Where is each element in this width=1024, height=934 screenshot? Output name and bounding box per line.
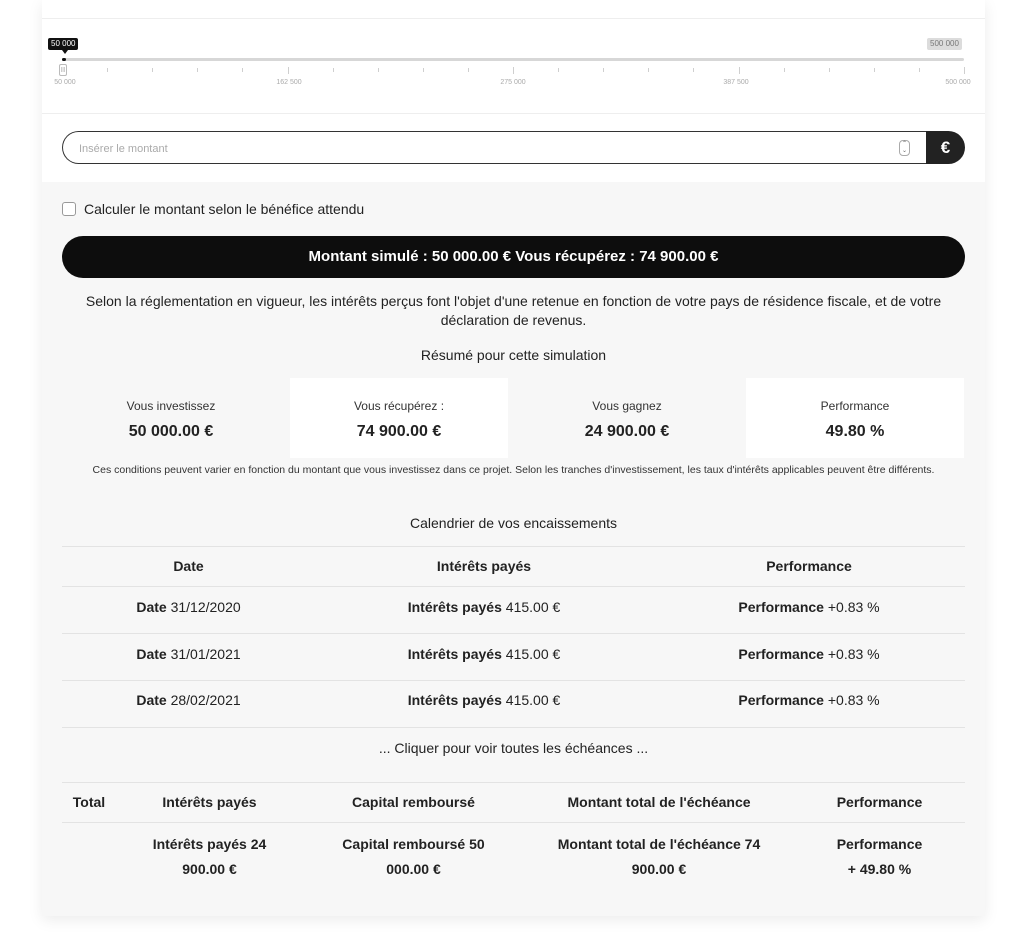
slider-tick	[197, 68, 198, 72]
slider-tick	[603, 68, 604, 72]
kpi-value: 50 000.00 €	[128, 423, 214, 440]
divider	[42, 113, 985, 114]
slider-max-tooltip: 500 000	[927, 38, 962, 50]
slider-tick	[288, 67, 289, 74]
amount-input[interactable]	[77, 132, 881, 165]
kpi-label: Vous gagnez	[592, 399, 662, 413]
row-date: Date 31/12/2020	[136, 599, 241, 615]
slider-tick	[378, 68, 379, 72]
kpi-gain	[518, 378, 736, 458]
col-header-date: Date	[173, 558, 204, 574]
slider-fill	[62, 58, 66, 61]
kpi-performance	[746, 378, 964, 458]
tick-label-max: 500 000	[945, 79, 971, 86]
table-divider	[62, 546, 965, 547]
currency-button[interactable]: €	[926, 131, 965, 164]
totals-amount: Montant total de l'échéance 74 900.00 €	[557, 836, 761, 877]
tick-label-3: 275 000	[500, 79, 526, 86]
calendar-title: Calendrier de vos encaissements	[410, 515, 617, 531]
slider-tick	[152, 68, 153, 72]
regulation-text: Selon la réglementation en vigueur, les intérêts perçus font l'objet d'une retenue en fonction de votre pays de résidence fiscale, et de votre déclaration de revenus.	[85, 293, 942, 328]
slider-tick	[333, 68, 334, 72]
kpi-value: 24 900.00 €	[584, 423, 670, 440]
row-interest: Intérêts payés 415.00 €	[407, 599, 561, 615]
totals-interest: Intérêts payés 24 900.00 €	[152, 836, 267, 877]
slider-tick	[242, 68, 243, 72]
amount-slider[interactable]	[62, 58, 964, 61]
totals-header-capital: Capital remboursé	[352, 794, 475, 810]
kpi-label: Performance	[820, 399, 890, 413]
row-interest: Intérêts payés 415.00 €	[407, 692, 561, 708]
slider-tick	[513, 67, 514, 74]
slider-tick	[423, 68, 424, 72]
resume-title: Résumé pour cette simulation	[420, 347, 607, 363]
slider-tick	[558, 68, 559, 72]
table-divider	[62, 680, 965, 681]
totals-header-total: Total	[72, 794, 106, 810]
tick-label-4: 387 500	[723, 79, 749, 86]
totals-header-interest: Intérêts payés	[162, 794, 257, 810]
table-divider	[62, 633, 965, 634]
slider-tick	[739, 67, 740, 74]
totals-header-amount: Montant total de l'échéance	[567, 794, 751, 810]
slider-tick	[919, 68, 920, 72]
amount-input-wrapper	[62, 131, 926, 164]
kpi-label: Vous récupérez :	[353, 399, 445, 413]
kpi-value: 74 900.00 €	[356, 423, 442, 440]
slider-tick	[829, 68, 830, 72]
row-performance: Performance +0.83 %	[738, 692, 880, 708]
slider-tick	[693, 68, 694, 72]
totals-header-performance: Performance	[836, 794, 923, 810]
table-divider	[62, 782, 965, 783]
table-divider	[62, 727, 965, 728]
simulator-card	[42, 0, 985, 916]
slider-current-tooltip: 50 000	[48, 38, 78, 50]
simulation-summary-bar: Montant simulé : 50 000.00 € Vous récupérez : 74 900.00 €	[62, 236, 965, 278]
col-header-interest: Intérêts payés	[436, 558, 532, 574]
slider-tick	[784, 68, 785, 72]
expected-profit-label[interactable]: Calculer le montant selon le bénéfice attendu	[84, 201, 365, 217]
row-performance: Performance +0.83 %	[738, 599, 880, 615]
totals-performance: Performance + 49.80 %	[836, 836, 923, 877]
conditions-text: Ces conditions peuvent varier en fonction du montant que vous investissez dans ce projet. Selon les tranches d'investissement, les taux d'intérêts applicables peuvent être différents.	[92, 464, 935, 476]
see-all-link[interactable]: ... Cliquer pour voir toutes les échéances ...	[378, 740, 649, 756]
slider-tick	[648, 68, 649, 72]
slider-tick	[874, 68, 875, 72]
divider	[42, 18, 985, 19]
slider-tick	[468, 68, 469, 72]
row-interest: Intérêts payés 415.00 €	[407, 646, 561, 662]
totals-capital: Capital remboursé 50 000.00 €	[342, 836, 485, 877]
kpi-invest	[62, 378, 280, 458]
row-performance: Performance +0.83 %	[738, 646, 880, 662]
tick-label-min: 50 000	[54, 79, 76, 86]
slider-tick	[964, 67, 965, 74]
slider-tick	[107, 68, 108, 72]
row-date: Date 28/02/2021	[136, 692, 241, 708]
kpi-value: 49.80 %	[825, 423, 885, 440]
kpi-return	[290, 378, 508, 458]
table-divider	[62, 586, 965, 587]
slider-handle[interactable]: |||	[59, 64, 67, 76]
expected-profit-checkbox[interactable]	[62, 202, 76, 216]
col-header-performance: Performance	[766, 558, 852, 574]
table-divider	[62, 822, 965, 823]
tick-label-2: 162 500	[276, 79, 302, 86]
row-date: Date 31/01/2021	[136, 646, 241, 662]
kpi-label: Vous investissez	[126, 399, 216, 413]
stepper-icon[interactable]: ⌃ ⌄	[899, 140, 910, 156]
